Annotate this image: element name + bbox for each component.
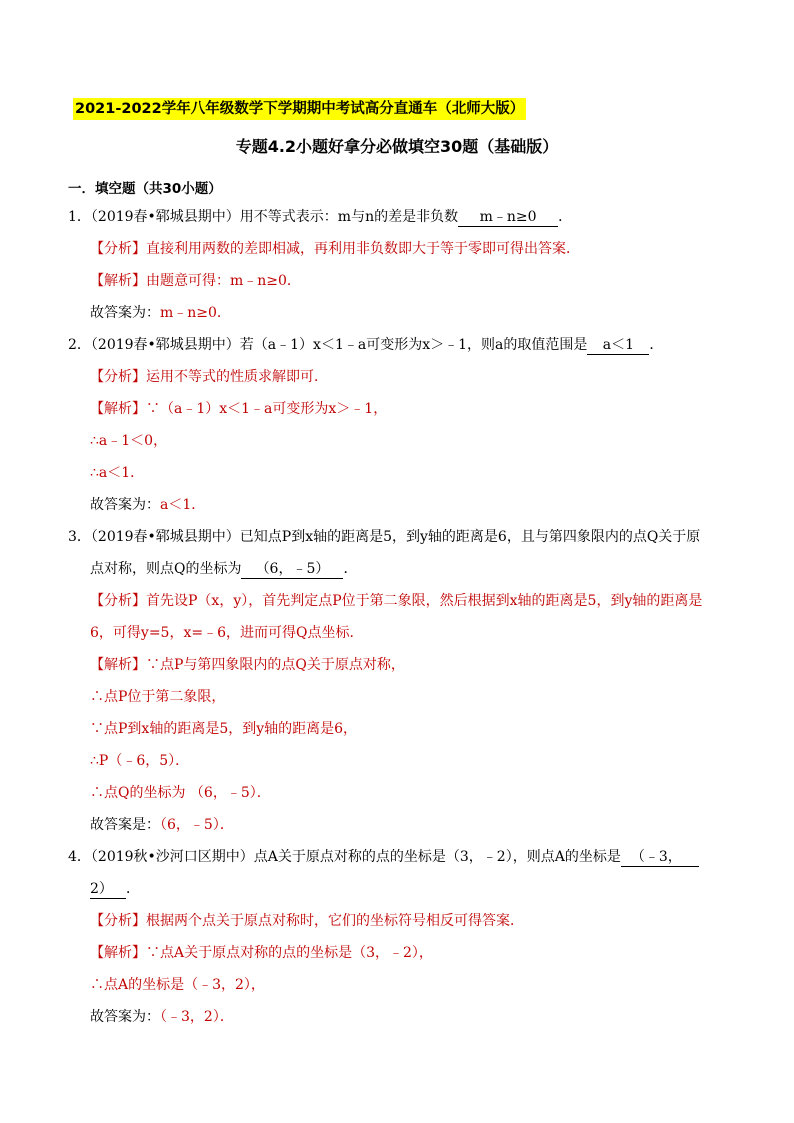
question-2-step: ∴a＜1．	[90, 465, 145, 481]
answer-blank: m﹣n≥0	[458, 208, 558, 227]
question-2-analysis: 【分析】运用不等式的性质求解即可．	[90, 369, 328, 385]
question-3-analysis-line-1: 【分析】首先设P（x，y），首先判定点P位于第二象限，然后根据到x轴的距离是5，到y轴的距离是	[90, 593, 703, 609]
question-4-stem-line-2: 2） ．	[90, 881, 140, 897]
page-title: 专题4.2小题好拿分必做填空30题（基础版）	[235, 137, 559, 156]
question-3-step: ∵点P到x轴的距离是5，到y轴的距离是6，	[90, 721, 358, 737]
question-1-stem: 1．（2019春•郓城县期中）用不等式表示：m与n的差是非负数 m﹣n≥0 ．	[68, 209, 573, 225]
answer-blank-continued: 2）	[90, 880, 126, 899]
analysis-tag: 【分析】	[90, 593, 146, 609]
question-2-solution: 【解析】∵（a﹣1）x＜1﹣a可变形为x＞﹣1，	[90, 401, 388, 417]
analysis-tag: 【分析】	[90, 913, 146, 929]
question-4-answer: 故答案为：（﹣3，2）．	[90, 1009, 234, 1025]
question-3-solution: 【解析】∵点P与第四象限内的点Q关于原点对称，	[90, 657, 405, 673]
solution-tag: 【解析】	[90, 401, 146, 417]
question-3-step: ∴P（﹣6，5）．	[90, 753, 190, 769]
section-heading: 一．填空题（共30小题）	[68, 181, 222, 197]
question-3-stem-line-1: 3．（2019春•郓城县期中）已知点P到x轴的距离是5，到y轴的距离是6，且与第四象限内的点Q关于原	[68, 529, 701, 545]
solution-tag: 【解析】	[90, 273, 146, 289]
question-2-step: ∴a﹣1＜0，	[90, 433, 168, 449]
question-4-solution: 【解析】∵点A关于原点对称的点的坐标是（3，﹣2），	[90, 945, 433, 961]
question-3-answer: 故答案是：（6，﹣5）．	[90, 817, 234, 833]
question-1-analysis: 【分析】直接利用两数的差即相减，再利用非负数即大于等于零即可得出答案．	[90, 241, 580, 257]
answer-blank: （6，﹣5）	[241, 560, 343, 579]
question-1-solution: 【解析】由题意可得：m﹣n≥0．	[90, 273, 301, 289]
question-4-step: ∴点A的坐标是（﹣3，2），	[90, 977, 265, 993]
question-4-stem: 4．（2019秋•沙河口区期中）点A关于原点对称的点的坐标是（3，﹣2），则点A的坐标是 （﹣3，	[68, 848, 699, 867]
question-3-step: ∴点P位于第二象限，	[90, 689, 226, 705]
question-1-answer: 故答案为：m﹣n≥0．	[90, 305, 231, 321]
question-2-answer: 故答案为：a＜1．	[90, 497, 206, 513]
question-3-analysis-line-2: 6，可得y=5，x=﹣6，进而可得Q点坐标．	[90, 625, 364, 641]
answer-blank: （﹣3，	[621, 848, 699, 867]
question-2-stem: 2．（2019春•郓城县期中）若（a﹣1）x＜1﹣a可变形为x＞﹣1，则a的取值范围是 a＜1 ．	[68, 337, 664, 353]
answer-blank: a＜1	[587, 336, 649, 355]
solution-tag: 【解析】	[90, 945, 146, 961]
question-3-stem-line-2: 点对称，则点Q的坐标为 （6，﹣5） ．	[90, 561, 358, 577]
analysis-tag: 【分析】	[90, 241, 146, 257]
question-4-analysis: 【分析】根据两个点关于原点对称时，它们的坐标符号相反可得答案．	[90, 913, 524, 929]
solution-tag: 【解析】	[90, 657, 146, 673]
analysis-tag: 【分析】	[90, 369, 146, 385]
exam-banner: 2021-2022学年八年级数学下学期期中考试高分直通车（北师大版）	[73, 98, 526, 120]
question-3-step: ∴点Q的坐标为 （6，﹣5）．	[90, 785, 271, 801]
